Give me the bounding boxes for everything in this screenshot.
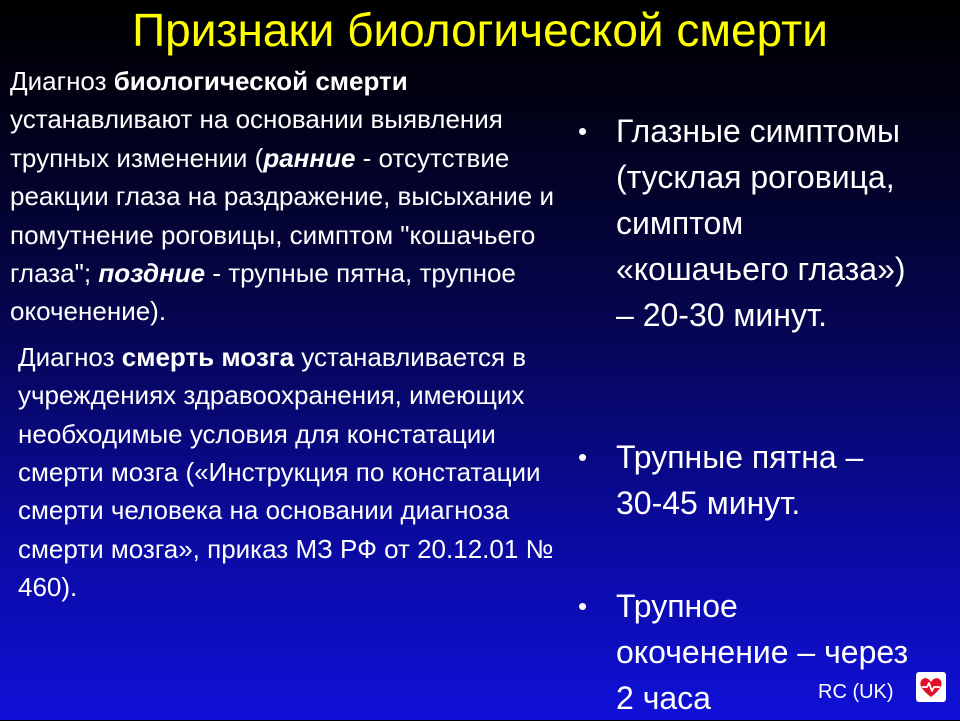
bullet-marker: • — [578, 116, 588, 146]
para1-text-3: - отсутствие реакции глаза на раздражение, высыхание и помутнение роговицы, симптом "кошачьего глаза"; — [10, 142, 554, 289]
bullet-marker: • — [578, 442, 588, 472]
para1-bold-early: ранние — [263, 142, 356, 173]
bullet-text: Трупное окоченение – через 2 часа — [616, 588, 909, 716]
heart-logo-svg — [916, 672, 946, 702]
para1-text-1: Диагноз — [10, 66, 114, 96]
bullet-text: Трупные пятна – 30-45 минут. — [616, 439, 864, 521]
footer-source-note: RC (UK) — [818, 681, 894, 703]
para1-text-4: - трупные пятна, трупное окоченение). — [10, 258, 516, 327]
right-bullet-column — [578, 0, 918, 720]
para2-bold-brain-death: смерть мозга — [121, 341, 295, 372]
para2-text-2: устанавливается в учреждениях здравоохранения, имеющих необходимые условия для констатации смерти мозга («Инструкция по констатации смерти человека на основании диагноза смерти мозга», приказ МЗ РФ от 20.12.01 № 460). — [18, 341, 554, 603]
bullet-marker: • — [578, 591, 588, 621]
heart-logo-icon — [916, 672, 946, 702]
brain-death-paragraph — [10, 338, 570, 607]
bullet-text: Глазные симптомы (тусклая роговица, симптом «кошачьего глаза») – 20-30 минут. — [616, 113, 906, 333]
para1-text-2: устанавливают на основании выявления трупных изменении ( — [10, 104, 503, 173]
para1-bold-biological-death: биологической смерти — [113, 66, 408, 96]
para1-bold-late: поздние — [98, 258, 206, 289]
para2-text-1: Диагноз — [18, 341, 122, 372]
left-text-column — [10, 62, 570, 607]
biological-death-paragraph — [10, 62, 570, 331]
slide-title: Признаки биологической смерти — [132, 4, 828, 56]
